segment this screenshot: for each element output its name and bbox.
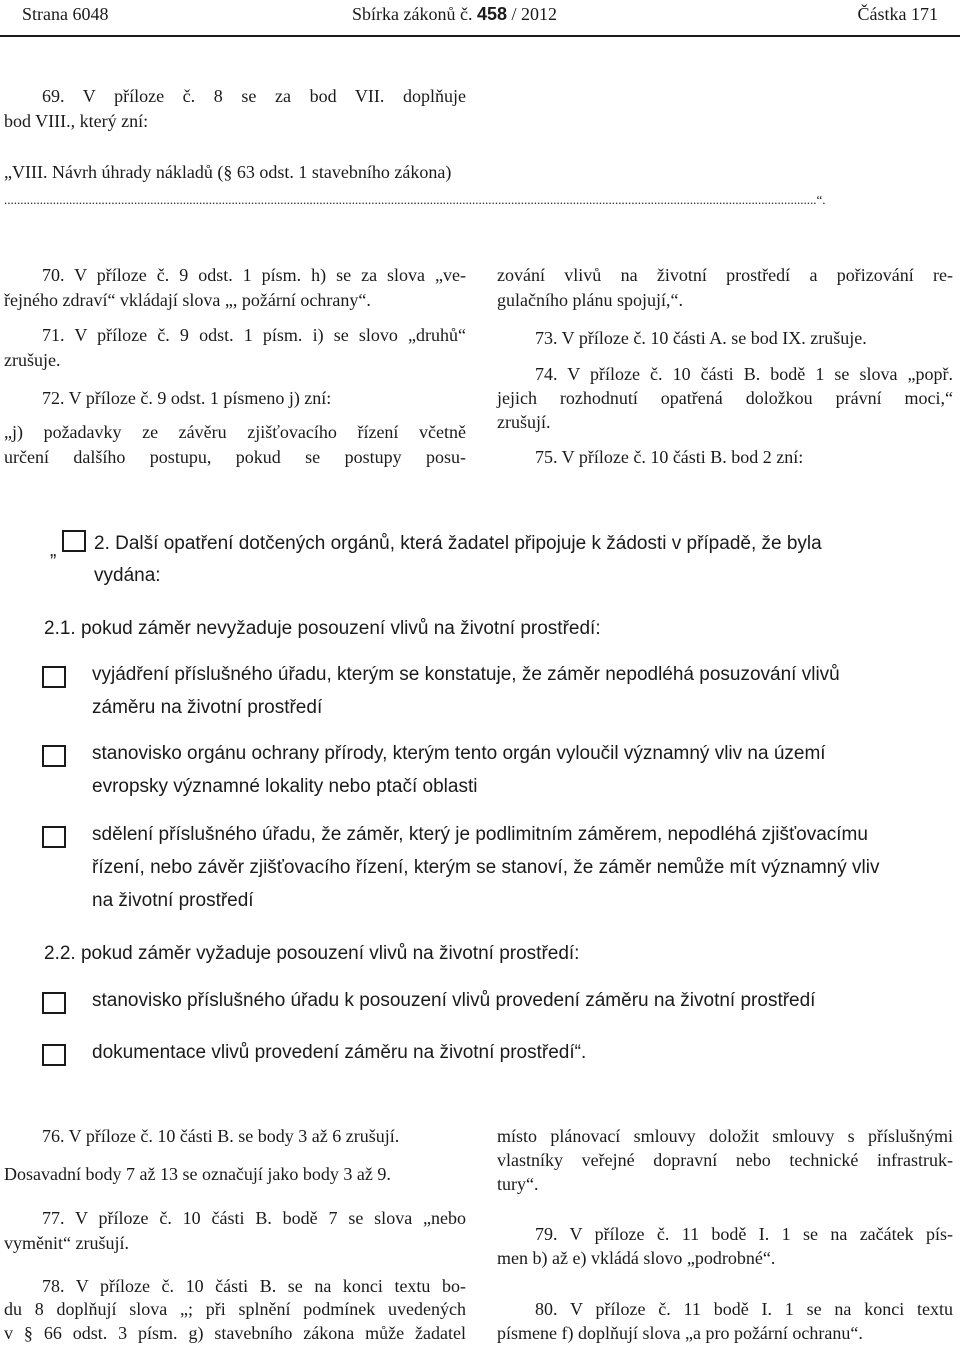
- para-70-line1: 70. V příloze č. 9 odst. 1 písm. h) se za slova „ve-: [42, 265, 466, 285]
- option-3-line1: sdělení příslušného úřadu, že záměr, který je podlimitním záměrem, nepodléhá zjišťovacímu: [92, 824, 868, 845]
- part-number: Částka 171: [857, 4, 938, 24]
- dotted-line: ..........................................................................................................................................................................................................................................................“.: [4, 192, 826, 207]
- checkbox-2[interactable]: [42, 745, 66, 767]
- para-cont2-line3: tury“.: [497, 1174, 539, 1194]
- para-cont-line1: zování vlivů na životní prostředí a pořizování re-: [497, 265, 953, 285]
- para-74-line1: 74. V příloze č. 10 části B. bodě 1 se slova „popř.: [535, 364, 953, 384]
- form-open-quote: „: [50, 540, 57, 561]
- para-70-line2: řejného zdraví“ vkládají slova „, požární ochrany“.: [4, 290, 371, 310]
- checkbox-item-2[interactable]: [62, 530, 86, 552]
- checkbox-1[interactable]: [42, 666, 66, 688]
- para-74-line2: jejich rozhodnutí opatřená doložkou právní moci,“: [497, 388, 953, 408]
- para-78-line3: v § 66 odst. 3 písm. g) stavebního zákona může žadatel: [4, 1323, 466, 1343]
- collection-number: 458: [476, 4, 508, 24]
- para-71-line2: zrušuje.: [4, 350, 61, 370]
- option-4: stanovisko příslušného úřadu k posouzení vlivů provedení záměru na životní prostředí: [92, 990, 816, 1011]
- checkbox-3[interactable]: [42, 826, 66, 848]
- item-2-line1: 2. Další opatření dotčených orgánů, která žadatel připojuje k žádosti v případě, že byla: [94, 533, 822, 554]
- para-73: 73. V příloze č. 10 části A. se bod IX. zrušuje.: [535, 328, 867, 348]
- option-3-line2: řízení, nebo závěr zjišťovacího řízení, kterým se stanoví, že záměr nemůže mít významný vliv: [92, 857, 880, 878]
- option-2-line1: stanovisko orgánu ochrany přírody, kterým tento orgán vyloučil významný vliv na území: [92, 743, 826, 764]
- para-80-line1: 80. V příloze č. 11 bodě I. 1 se na konci textu: [535, 1299, 953, 1319]
- para-77-line1: 77. V příloze č. 10 části B. bodě 7 se slova „nebo: [42, 1208, 466, 1228]
- para-80-line2: písmene f) doplňují slova „a pro požární ochranu“.: [497, 1323, 863, 1343]
- para-j-line2: určení dalšího postupu, pokud se postupy posu-: [4, 447, 466, 467]
- option-5: dokumentace vlivů provedení záměru na životní prostředí“.: [92, 1042, 587, 1063]
- header-rule: [0, 35, 960, 37]
- para-76: 76. V příloze č. 10 části B. se body 3 až 6 zrušují.: [42, 1126, 400, 1146]
- renumber-note: Dosavadní body 7 až 13 se označují jako body 3 až 9.: [4, 1164, 391, 1184]
- option-3-line3: na životní prostředí: [92, 890, 254, 911]
- option-1-line2: záměru na životní prostředí: [92, 697, 323, 718]
- para-71-line1: 71. V příloze č. 9 odst. 1 písm. i) se slovo „druhů“: [42, 325, 466, 345]
- collection-prefix: Sbírka zákonů č.: [352, 4, 473, 24]
- viii-heading: „VIII. Návrh úhrady nákladů (§ 63 odst. 1 stavebního zákona): [4, 162, 452, 182]
- para-j-line1: „j) požadavky ze závěru zjišťovacího řízení včetně: [4, 422, 466, 442]
- para-69-line2: bod VIII., který zní:: [4, 111, 149, 131]
- checkbox-4[interactable]: [42, 992, 66, 1014]
- section-2-1: 2.1. pokud záměr nevyžaduje posouzení vlivů na životní prostředí:: [44, 618, 601, 639]
- checkbox-5[interactable]: [42, 1044, 66, 1066]
- page-header: [22, 4, 938, 26]
- item-2-line2: vydána:: [94, 565, 161, 586]
- para-77-line2: vyměnit“ zrušují.: [4, 1233, 129, 1253]
- para-72: 72. V příloze č. 9 odst. 1 písmeno j) zní:: [42, 388, 332, 408]
- collection-title: [352, 4, 557, 25]
- option-1-line1: vyjádření příslušného úřadu, kterým se konstatuje, že záměr nepodléhá posuzování vlivů: [92, 664, 840, 685]
- option-2-line2: evropsky významné lokality nebo ptačí oblasti: [92, 776, 478, 797]
- para-74-line3: zrušují.: [497, 412, 551, 432]
- para-75: 75. V příloze č. 10 části B. bod 2 zní:: [535, 447, 804, 467]
- para-79-line1: 79. V příloze č. 11 bodě I. 1 se na začátek pís-: [535, 1224, 953, 1244]
- para-cont2-line2: vlastníky veřejné dopravní nebo technické infrastruk-: [497, 1150, 953, 1170]
- para-cont-line2: gulačního plánu spojují,“.: [497, 290, 683, 310]
- para-78-line1: 78. V příloze č. 10 části B. se na konci textu bo-: [42, 1276, 466, 1296]
- section-2-2: 2.2. pokud záměr vyžaduje posouzení vlivů na životní prostředí:: [44, 943, 580, 964]
- para-79-line2: men b) až e) vkládá slovo „podrobné“.: [497, 1248, 776, 1268]
- page-number: Strana 6048: [22, 4, 109, 24]
- para-69-line1: 69. V příloze č. 8 se za bod VII. doplňuje: [42, 86, 466, 106]
- collection-year: / 2012: [511, 4, 558, 24]
- para-78-line2: du 8 doplňují slova „; při splnění podmínek uvedených: [4, 1299, 466, 1319]
- para-cont2-line1: místo plánovací smlouvy doložit smlouvy s příslušnými: [497, 1126, 953, 1146]
